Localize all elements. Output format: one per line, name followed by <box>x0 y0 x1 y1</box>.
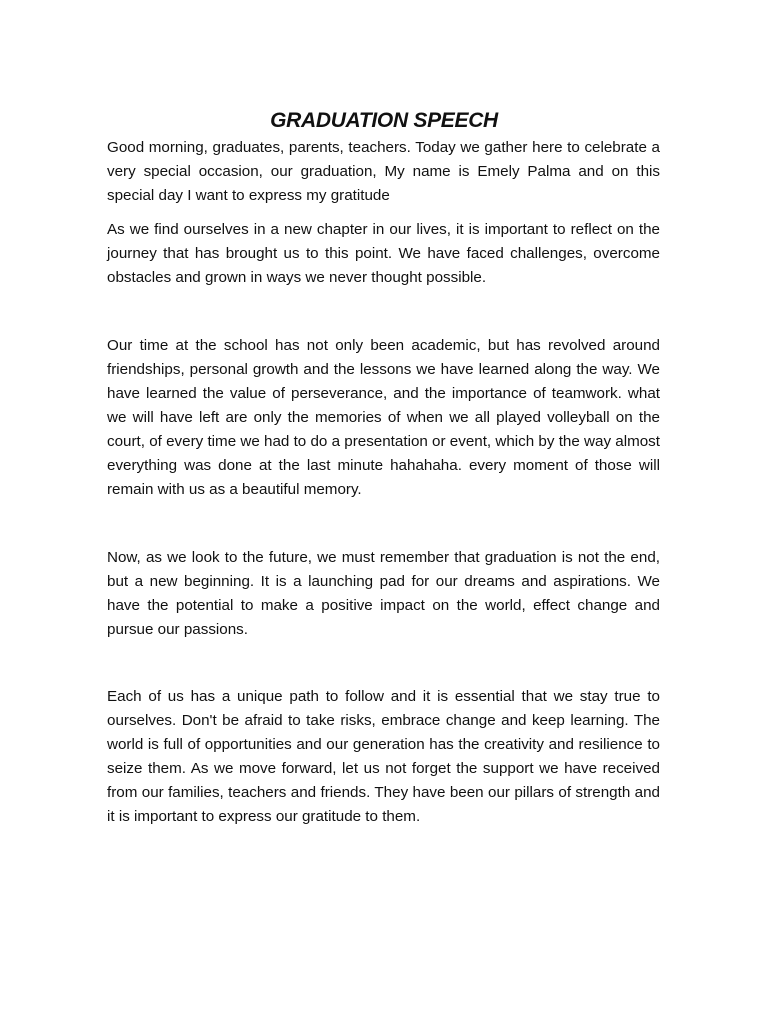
document-title: GRADUATION SPEECH <box>270 109 498 133</box>
paragraph-greeting: Good morning, graduates, parents, teachers. Today we gather here to celebrate a very special occasion, our graduation, My name is Emely Palma and on this special day I want to express my gratitude <box>107 139 660 204</box>
paragraph-future: Now, as we look to the future, we must remember that graduation is not the end, but a new beginning. It is a launching pad for our dreams and aspirations. We have the potential to make a positive impact on the world, effect change and pursue our passions. <box>107 549 660 638</box>
paragraph-reflection: As we find ourselves in a new chapter in our lives, it is important to reflect on the journey that has brought us to this point. We have faced challenges, overcome obstacles and grown in ways we never thought possible. <box>107 221 660 286</box>
paragraph-unique-path: Each of us has a unique path to follow and it is essential that we stay true to ourselves. Don't be afraid to take risks, embrace change and keep learning. The world is full of opportunities and our generation has the creativity and resilience to seize them. As we move forward, let us not forget the support we have received from our families, teachers and friends. They have been our pillars of strength and it is important to express our gratitude to them. <box>107 688 660 825</box>
paragraph-school-memories: Our time at the school has not only been academic, but has revolved around friendships, personal growth and the lessons we have learned along the way. We have learned the value of perseverance, and the importance of teamwork. what we will have left are only the memories of when we all played volleyball on the court, of every time we had to do a presentation or event, which by the way almost everything was done at the last minute hahahaha. every moment of those will remain with us as a beautiful memory. <box>107 337 660 498</box>
